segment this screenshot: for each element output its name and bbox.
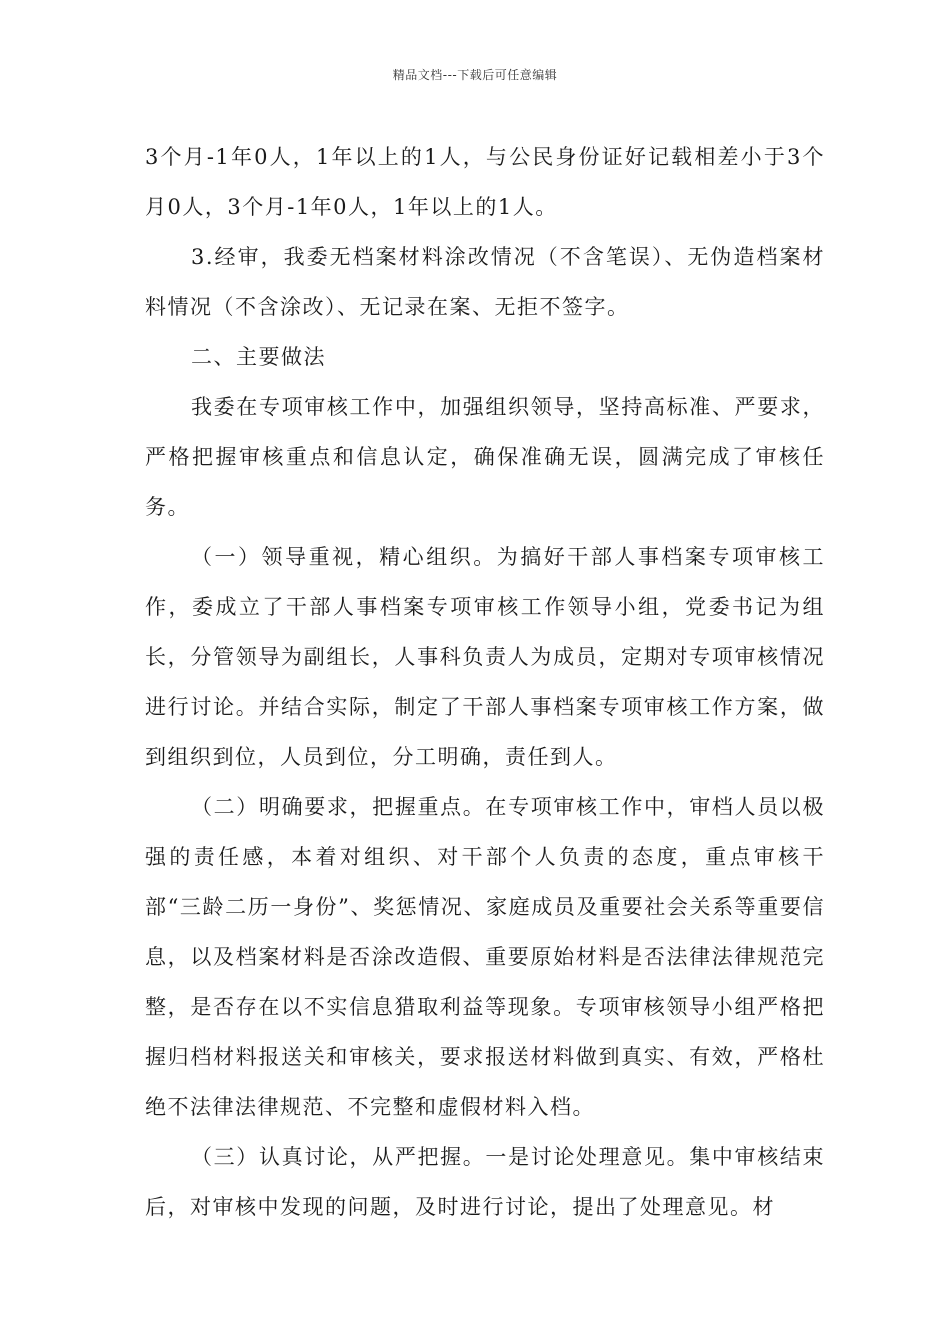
paragraph-1: 3个月-1年0人，1年以上的1人，与公民身份证好记载相差小于3个月0人，3个月-1年0人，1年以上的1人。 [145,145,825,219]
paragraph-2: 3.经审，我委无档案材料涂改情况（不含笔误）、无伪造档案材料情况（不含涂改）、无记录在案、无拒不签字。 [145,245,825,319]
document-body [145,132,825,1232]
paragraph-3: 我委在专项审核工作中，加强组织领导，坚持高标准、严要求，严格把握审核重点和信息认定，确保准确无误，圆满完成了审核任务。 [145,395,825,519]
page-header: 精品文档---下载后可任意编辑 [392,68,558,82]
section-heading: 二、主要做法 [191,345,326,369]
paragraph-6: （三）认真讨论，从严把握。一是讨论处理意见。集中审核结束后，对审核中发现的问题，及时进行讨论，提出了处理意见。材 [145,1145,825,1219]
paragraph-4: （一）领导重视，精心组织。为搞好干部人事档案专项审核工作，委成立了干部人事档案专项审核工作领导小组，党委书记为组长，分管领导为副组长，人事科负责人为成员，定期对专项审核情况进行讨论。并结合实际，制定了干部人事档案专项审核工作方案，做到组织到位，人员到位，分工明确，责任到人。 [145,545,825,769]
paragraph-5: （二）明确要求，把握重点。在专项审核工作中，审档人员以极强的责任感，本着对组织、对干部个人负责的态度，重点审核干部“三龄二历一身份”、奖惩情况、家庭成员及重要社会关系等重要信息，以及档案材料是否涂改造假、重要原始材料是否法律法律规范完整，是否存在以不实信息猎取利益等现象。专项审核领导小组严格把握归档材料报送关和审核关，要求报送材料做到真实、有效，严格杜绝不法律法律规范、不完整和虚假材料入档。 [145,795,825,1119]
